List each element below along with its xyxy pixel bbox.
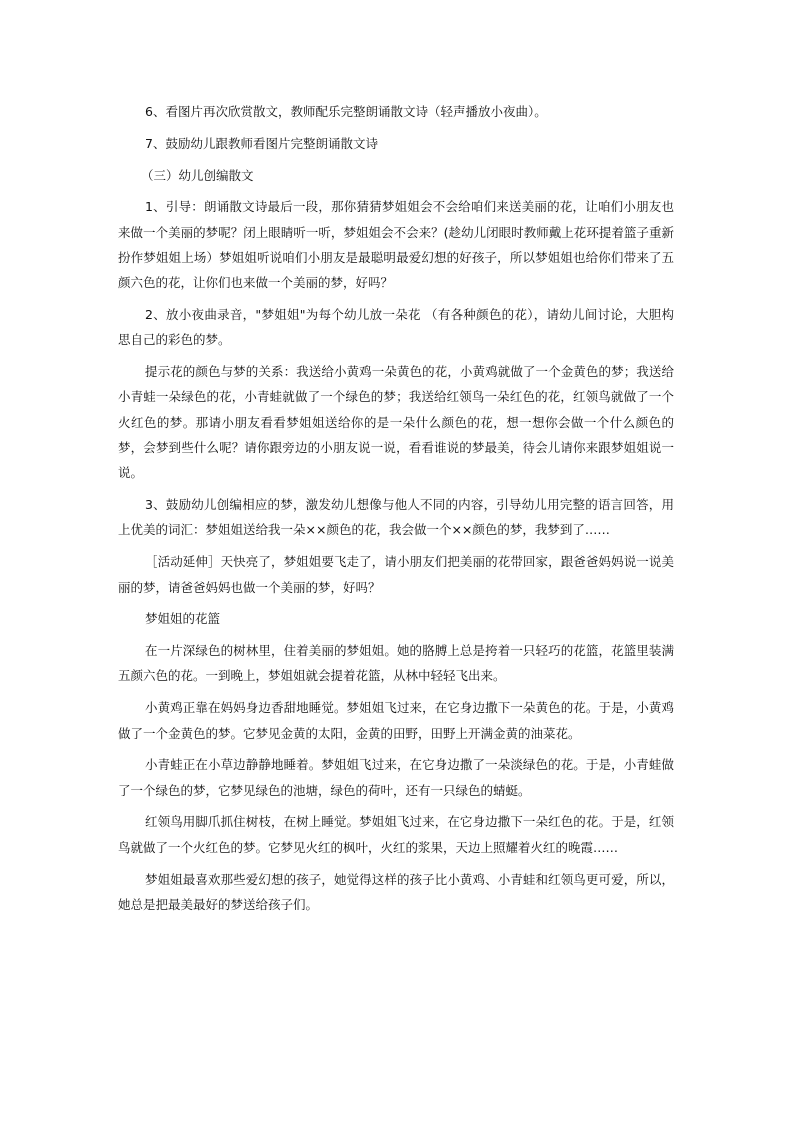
paragraph-activity-extension: ［活动延伸］天快亮了，梦姐姐要飞走了，请小朋友们把美丽的花带回家，跟爸爸妈妈说一说美丽的梦，请爸爸妈妈也做一个美丽的梦，好吗？ (118, 554, 674, 595)
story-paragraph-yellow-chick: 小黄鸡正靠在妈妈身边香甜地睡觉。梦姐姐飞过来，在它身边撒下一朵黄色的花。于是，小黄鸡做了一个金黄色的梦。它梦见金黄的太阳，金黄的田野，田野上开满金黄的油菜花。 (118, 700, 674, 741)
section-heading-creative-writing: （三）幼儿创编散文 (141, 167, 254, 183)
paragraph-step-7: 7、鼓励幼儿跟教师看图片完整朗诵散文诗 (145, 135, 378, 151)
story-paragraph-red-bird: 红领鸟用脚爪抓住树枝，在树上睡觉。梦姐姐飞过来，在它身边撒下一朵红色的花。于是，红领鸟就做了一个火红色的梦。它梦见火红的枫叶，火红的浆果，天边上照耀着火红的晚霞…… (118, 814, 674, 855)
story-paragraph-green-frog: 小青蛙正在小草边静静地睡着。梦姐姐飞过来，在它身边撒了一朵淡绿色的花。于是，小青蛙做了一个绿色的梦，它梦见绿色的池塘，绿色的荷叶，还有一只绿色的蜻蜓。 (118, 757, 674, 798)
document-body (118, 99, 674, 924)
paragraph-guide-2: 2、放小夜曲录音，"梦姐姐"为每个幼儿放一朵花 （有各种颜色的花），请幼儿间讨论，大胆构思自己的彩色的梦。 (118, 307, 674, 348)
paragraph-step-6: 6、看图片再次欣赏散文，教师配乐完整朗诵散文诗（轻声播放小夜曲）。 (145, 104, 547, 119)
paragraph-guide-3: 3、鼓励幼儿创编相应的梦，激发幼儿想像与他人不同的内容，引导幼儿用完整的语言回答，用上优美的词汇：梦姐姐送给我一朵××颜色的花，我会做一个××颜色的梦，我梦到了…… (118, 497, 674, 538)
paragraph-guide-1: 1、引导：朗诵散文诗最后一段，那你猜猜梦姐姐会不会给咱们来送美丽的花，让咱们小朋友也来做一个美丽的梦呢？闭上眼睛听一听，梦姐姐会不会来？(趁幼儿闭眼时教师戴上花环提着篮子重新扮作梦姐姐上场）梦姐姐听说咱们小朋友是最聪明最爱幻想的好孩子，所以梦姐姐也给你们带来了五颜六色的花，让你们也来做一个美丽的梦，好吗？ (118, 199, 674, 291)
story-title: 梦姐姐的花篮 (145, 611, 221, 627)
paragraph-hint-color-dream: 提示花的颜色与梦的关系：我送给小黄鸡一朵黄色的花，小黄鸡就做了一个金黄色的梦；我送给小青蛙一朵绿色的花，小青蛙就做了一个绿色的梦；我送给红领鸟一朵红色的花，红领鸟就做了一个火红色的梦。那请小朋友看看梦姐姐送给你的是一朵什么颜色的花，想一想你会做一个什么颜色的梦，会梦到些什么呢？请你跟旁边的小朋友说一说，看看谁说的梦最美，待会儿请你来跟梦姐姐说一说。 (118, 364, 674, 481)
story-paragraph-forest: 在一片深绿色的树林里，住着美丽的梦姐姐。她的胳膊上总是挎着一只轻巧的花篮，花篮里装满五颜六色的花。一到晚上，梦姐姐就会提着花篮，从林中轻轻飞出来。 (118, 643, 674, 684)
story-paragraph-ending: 梦姐姐最喜欢那些爱幻想的孩子，她觉得这样的孩子比小黄鸡、小青蛙和红领鸟更可爱，所以，她总是把最美最好的梦送给孩子们。 (118, 871, 674, 912)
